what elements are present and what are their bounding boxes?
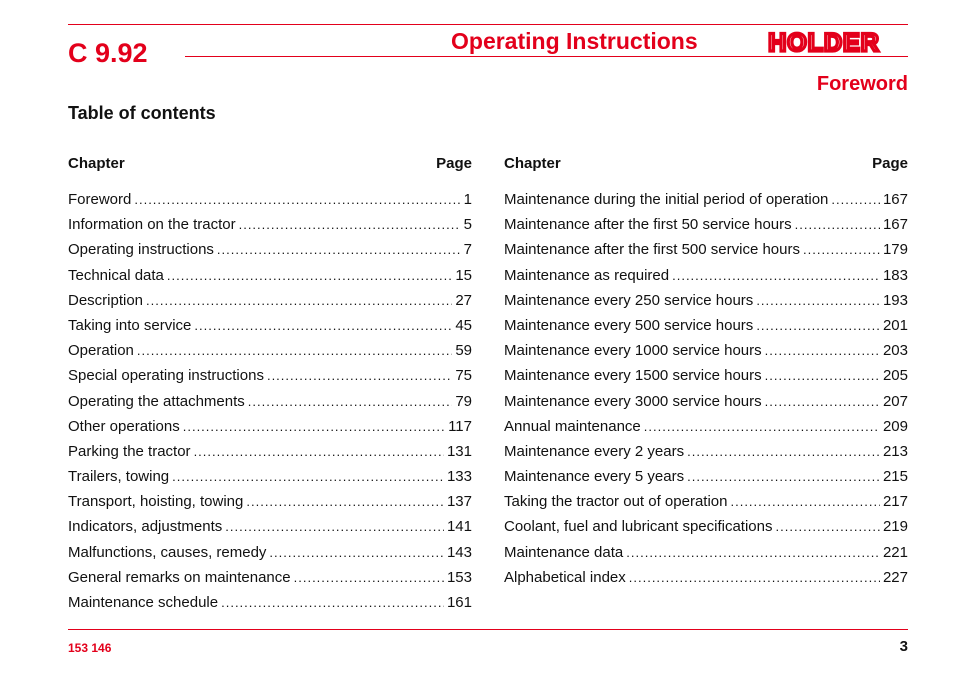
dot-leader xyxy=(795,217,880,232)
toc-entry-title: Technical data xyxy=(68,266,164,284)
dot-leader xyxy=(629,570,880,585)
toc-entry-page: 143 xyxy=(446,543,472,561)
toc-entry-title: Trailers, towing xyxy=(68,468,170,486)
toc-entry-page: 201 xyxy=(882,316,908,334)
toc-entry-page: 141 xyxy=(446,518,472,536)
dot-leader xyxy=(803,242,880,257)
dot-leader xyxy=(831,192,880,207)
toc-entry[interactable] xyxy=(504,393,908,418)
toc-entry[interactable] xyxy=(68,443,472,468)
toc-entry[interactable] xyxy=(504,216,908,241)
toc-entry-page: 193 xyxy=(882,291,908,309)
toc-entry-title: Operating instructions xyxy=(68,241,214,259)
dot-leader xyxy=(294,570,444,585)
toc-entry-title: Maintenance schedule xyxy=(68,594,219,611)
model-name: C 9.92 xyxy=(68,38,148,68)
toc-entry[interactable] xyxy=(68,267,472,292)
dot-leader xyxy=(776,519,880,534)
holder-logo xyxy=(748,30,900,54)
logo-wordmark: HOLDER xyxy=(768,30,880,54)
toc-entry-title: Description xyxy=(68,291,144,309)
toc-entry-title: Malfunctions, causes, remedy xyxy=(68,543,267,561)
toc-entry-title: Taking into service xyxy=(68,316,192,334)
toc-entry-title: Maintenance as required xyxy=(504,266,670,284)
toc-entry-page: 203 xyxy=(882,342,908,360)
toc-entry[interactable] xyxy=(68,544,472,569)
toc-entry[interactable] xyxy=(504,443,908,468)
toc-entry-page: 179 xyxy=(882,241,908,259)
toc-entry-title: Maintenance every 1500 service hours xyxy=(504,367,762,385)
dot-leader xyxy=(137,343,452,358)
toc-entry[interactable] xyxy=(504,569,908,594)
toc-entry-page: 167 xyxy=(882,191,908,208)
toc-entry[interactable] xyxy=(68,367,472,392)
dot-leader xyxy=(672,268,880,283)
toc-entry[interactable] xyxy=(68,241,472,266)
toc-right-list xyxy=(504,191,908,594)
toc-entry-page: 153 xyxy=(446,568,472,586)
toc-entry-page: 183 xyxy=(882,266,908,284)
toc-entry-page: 1 xyxy=(463,191,472,208)
toc-entry-page: 59 xyxy=(455,342,472,360)
toc-entry[interactable] xyxy=(68,493,472,518)
toc-left-list xyxy=(68,191,472,619)
dot-leader xyxy=(248,394,453,409)
dot-leader xyxy=(134,192,460,207)
toc-entry-title: Maintenance every 500 service hours xyxy=(504,316,754,334)
page-column-label: Page xyxy=(872,155,908,172)
dot-leader xyxy=(687,469,880,484)
toc-entry[interactable] xyxy=(68,292,472,317)
toc-entry-page: 219 xyxy=(882,518,908,536)
toc-entry-title: Maintenance every 3000 service hours xyxy=(504,392,762,410)
toc-entry[interactable] xyxy=(68,468,472,493)
dot-leader xyxy=(756,318,880,333)
toc-entry-title: General remarks on maintenance xyxy=(68,568,291,586)
toc-entry-page: 227 xyxy=(882,568,908,586)
dot-leader xyxy=(269,545,444,560)
dot-leader xyxy=(194,318,452,333)
toc-entry-page: 167 xyxy=(882,216,908,234)
toc-entry[interactable] xyxy=(504,267,908,292)
chapter-column-label: Chapter xyxy=(68,155,125,172)
toc-entry-title: Maintenance data xyxy=(504,543,624,561)
dot-leader xyxy=(626,545,880,560)
toc-entry[interactable] xyxy=(504,518,908,543)
toc-entry-page: 117 xyxy=(448,417,472,435)
toc-entry-title: Parking the tractor xyxy=(68,442,191,460)
toc-entry-page: 161 xyxy=(446,594,472,611)
toc-entry-title: Maintenance every 250 service hours xyxy=(504,291,754,309)
toc-entry[interactable] xyxy=(504,418,908,443)
toc-entry[interactable] xyxy=(68,342,472,367)
dot-leader xyxy=(239,217,461,232)
chapter-column-label: Chapter xyxy=(504,155,561,172)
document-number: 153 146 xyxy=(68,641,112,655)
toc-heading: Table of contents xyxy=(68,103,216,123)
toc-entry-title: Operating the attachments xyxy=(68,392,245,410)
toc-entry-title: Taking the tractor out of operation xyxy=(504,493,728,511)
footer-rule xyxy=(68,629,908,630)
dot-leader xyxy=(194,444,444,459)
toc-entry-page: 137 xyxy=(446,493,472,511)
toc-entry[interactable] xyxy=(68,317,472,342)
dot-leader xyxy=(221,595,444,610)
dot-leader xyxy=(246,494,444,509)
toc-entry[interactable] xyxy=(68,191,472,216)
toc-entry-title: Maintenance after the first 50 service hours xyxy=(504,216,792,234)
toc-entry-title: Transport, hoisting, towing xyxy=(68,493,244,511)
toc-entry[interactable] xyxy=(504,544,908,569)
toc-entry-page: 45 xyxy=(455,316,472,334)
toc-entry-page: 215 xyxy=(882,468,908,486)
toc-entry-page: 217 xyxy=(882,493,908,511)
toc-entry[interactable] xyxy=(504,241,908,266)
toc-entry-title: Coolant, fuel and lubricant specifications xyxy=(504,518,773,536)
toc-entry-page: 207 xyxy=(882,392,908,410)
toc-entry[interactable] xyxy=(68,518,472,543)
header-top-rule xyxy=(68,24,908,25)
dot-leader xyxy=(765,368,880,383)
toc-entry-title: Indicators, adjustments xyxy=(68,518,223,536)
dot-leader xyxy=(225,519,444,534)
dot-leader xyxy=(730,494,879,509)
toc-entry-title: Special operating instructions xyxy=(68,367,264,385)
dot-leader xyxy=(146,293,452,308)
toc-entry-title: Other operations xyxy=(68,417,180,435)
toc-left-column xyxy=(68,155,472,619)
toc-entry-title: Maintenance after the first 500 service hours xyxy=(504,241,800,259)
dot-leader xyxy=(217,242,461,257)
toc-entry-title: Maintenance every 1000 service hours xyxy=(504,342,762,360)
toc-entry-page: 7 xyxy=(463,241,472,259)
toc-entry-page: 205 xyxy=(882,367,908,385)
toc-right-column xyxy=(504,155,908,594)
dot-leader xyxy=(756,293,880,308)
page-number: 3 xyxy=(899,638,908,655)
dot-leader xyxy=(183,419,445,434)
toc-entry-page: 75 xyxy=(455,367,472,385)
toc-entry[interactable] xyxy=(504,493,908,518)
toc-entry-page: 209 xyxy=(882,417,908,435)
document-title: Operating Instructions xyxy=(451,28,698,54)
toc-entry-title: Information on the tractor xyxy=(68,216,236,234)
toc-entry[interactable] xyxy=(504,468,908,493)
toc-entry[interactable] xyxy=(68,569,472,594)
toc-left-header xyxy=(68,155,472,175)
toc-entry[interactable] xyxy=(504,342,908,367)
toc-entry-page: 5 xyxy=(463,216,472,234)
toc-entry-title: Operation xyxy=(68,342,134,360)
toc-entry-page: 213 xyxy=(882,442,908,460)
page-column-label: Page xyxy=(436,155,472,172)
toc-entry[interactable] xyxy=(504,367,908,392)
toc-entry[interactable] xyxy=(68,594,472,619)
toc-entry[interactable] xyxy=(68,393,472,418)
toc-entry-page: 79 xyxy=(455,392,472,410)
dot-leader xyxy=(167,268,452,283)
toc-entry[interactable] xyxy=(504,191,908,216)
toc-entry-title: Alphabetical index xyxy=(504,568,626,586)
toc-entry[interactable] xyxy=(68,216,472,241)
toc-entry-page: 221 xyxy=(882,543,908,561)
toc-entry[interactable] xyxy=(68,418,472,443)
toc-entry[interactable] xyxy=(504,292,908,317)
toc-entry-title: Maintenance during the initial period of operation xyxy=(504,191,829,208)
toc-entry[interactable] xyxy=(504,317,908,342)
dot-leader xyxy=(644,419,880,434)
dot-leader xyxy=(267,368,452,383)
header-divider xyxy=(185,56,908,57)
toc-entry-page: 133 xyxy=(446,468,472,486)
section-title: Foreword xyxy=(816,73,908,95)
toc-entry-title: Maintenance every 2 years xyxy=(504,442,685,460)
toc-right-header xyxy=(504,155,908,175)
dot-leader xyxy=(765,343,880,358)
dot-leader xyxy=(765,394,880,409)
toc-entry-title: Annual maintenance xyxy=(504,417,641,435)
dot-leader xyxy=(172,469,444,484)
toc-entry-page: 15 xyxy=(455,266,472,284)
toc-entry-page: 131 xyxy=(446,442,472,460)
toc-entry-page: 27 xyxy=(455,291,472,309)
toc-entry-title: Foreword xyxy=(68,191,132,208)
dot-leader xyxy=(687,444,880,459)
toc-entry-title: Maintenance every 5 years xyxy=(504,468,685,486)
